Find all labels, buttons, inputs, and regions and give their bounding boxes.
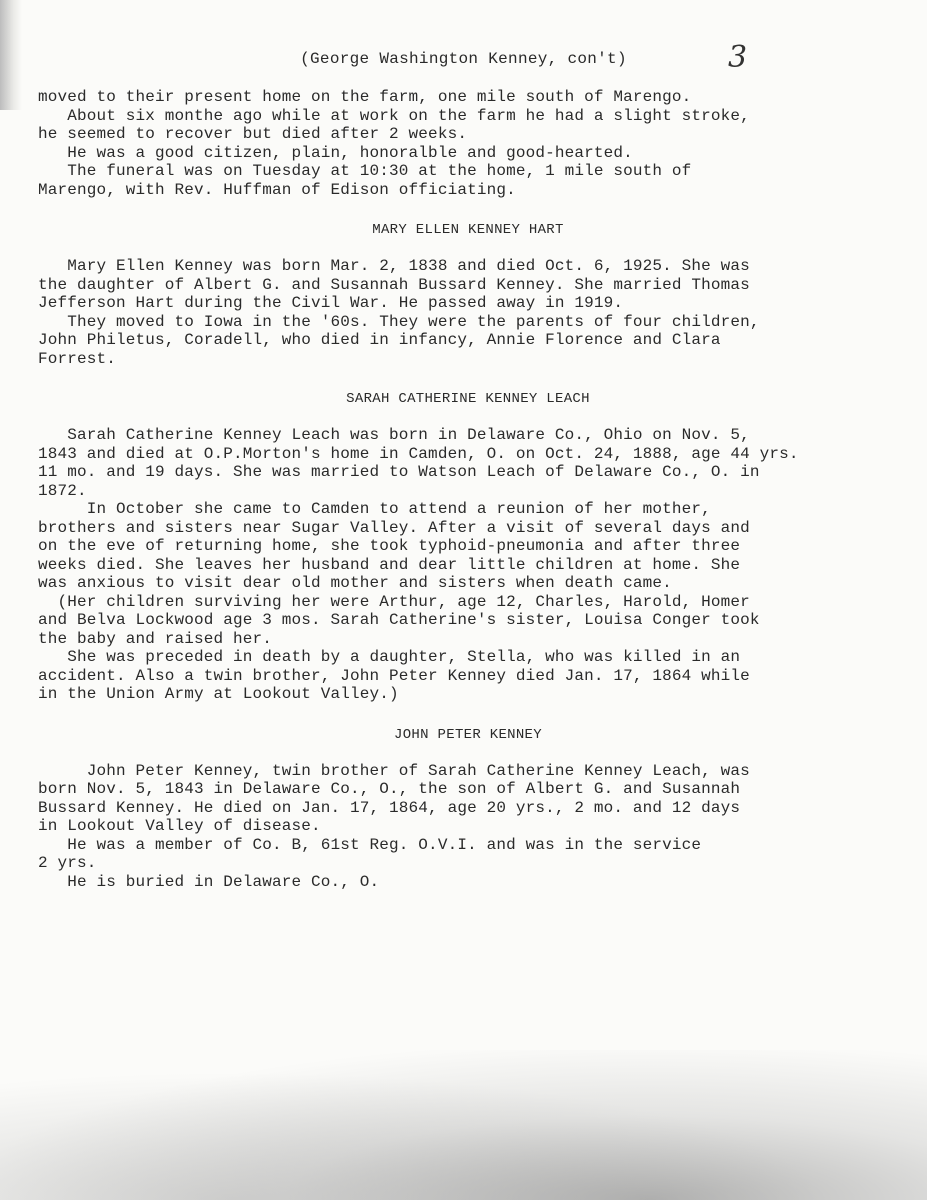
section-heading: MARY ELLEN KENNEY HART (372, 222, 564, 238)
document-body (38, 88, 898, 891)
text-line: In October she came to Camden to attend a reunion of her mother, (38, 500, 711, 518)
section-body (38, 257, 898, 368)
text-line: and Belva Lockwood age 3 mos. Sarah Catherine's sister, Louisa Conger took (38, 611, 760, 629)
text-line: Forrest. (38, 349, 117, 368)
text-line: Sarah Catherine Kenney Leach was born in Delaware Co., Ohio on Nov. 5, (38, 426, 750, 444)
text-line: on the eve of returning home, she took typhoid-pneumonia and after three (38, 537, 741, 555)
text-line: They moved to Iowa in the '60s. They were the parents of four children, (38, 312, 760, 331)
text-line: 1843 and died at O.P.Morton's home in Camden, O. on Oct. 24, 1888, age 44 yrs. (38, 444, 799, 463)
text-line: weeks died. She leaves her husband and dear little children at home. She (38, 555, 741, 574)
text-line: (Her children surviving her were Arthur, age 12, Charles, Harold, Homer (38, 592, 750, 611)
text-line: Jefferson Hart during the Civil War. He passed away in 1919. (38, 294, 624, 312)
text-line: About six monthe ago while at work on the farm he had a slight stroke, (38, 106, 750, 125)
text-line: 2 yrs. (38, 854, 97, 872)
section-body (38, 426, 898, 704)
text-line: in the Union Army at Lookout Valley.) (38, 685, 399, 703)
text-line: The funeral was on Tuesday at 10:30 at the home, 1 mile south of (38, 162, 692, 180)
text-line: 1872. (38, 481, 87, 500)
text-line: he seemed to recover but died after 2 weeks. (38, 125, 468, 143)
text-line: accident. Also a twin brother, John Peter Kenney died Jan. 17, 1864 while (38, 666, 750, 685)
text-line: born Nov. 5, 1843 in Delaware Co., O., the son of Albert G. and Susannah (38, 780, 741, 798)
text-line: Mary Ellen Kenney was born Mar. 2, 1838 and died Oct. 6, 1925. She was (38, 257, 750, 275)
intro-paragraph (38, 88, 898, 199)
text-line: in Lookout Valley of disease. (38, 817, 321, 835)
section-heading: JOHN PETER KENNEY (394, 726, 542, 743)
text-line: 11 mo. and 19 days. She was married to Watson Leach of Delaware Co., O. in (38, 463, 760, 481)
section-body (38, 762, 898, 892)
running-header: (George Washington Kenney, con't) (300, 50, 627, 68)
text-line: John Philetus, Coradell, who died in infancy, Annie Florence and Clara (38, 331, 721, 349)
text-line: moved to their present home on the farm, one mile south of Marengo. (38, 88, 692, 106)
section-heading: SARAH CATHERINE KENNEY LEACH (346, 391, 590, 407)
text-line: the daughter of Albert G. and Susannah Bussard Kenney. She married Thomas (38, 275, 750, 294)
text-line: brothers and sisters near Sugar Valley. After a visit of several days and (38, 518, 750, 537)
text-line: John Peter Kenney, twin brother of Sarah Catherine Kenney Leach, was (38, 761, 750, 780)
text-line: the baby and raised her. (38, 629, 273, 648)
text-line: Bussard Kenney. He died on Jan. 17, 1864, age 20 yrs., 2 mo. and 12 days (38, 798, 741, 817)
text-line: He is buried in Delaware Co., O. (38, 872, 380, 891)
text-line: She was preceded in death by a daughter, Stella, who was killed in an (38, 648, 741, 666)
text-line: He was a member of Co. B, 61st Reg. O.V.I. and was in the service (38, 835, 702, 854)
text-line: Marengo, with Rev. Huffman of Edison officiating. (38, 180, 516, 199)
scan-bottom-shading (0, 1050, 927, 1200)
page-number: 3 (728, 40, 748, 75)
text-line: He was a good citizen, plain, honoralble and good-hearted. (38, 143, 633, 162)
text-line: was anxious to visit dear old mother and sisters when death came. (38, 574, 672, 592)
